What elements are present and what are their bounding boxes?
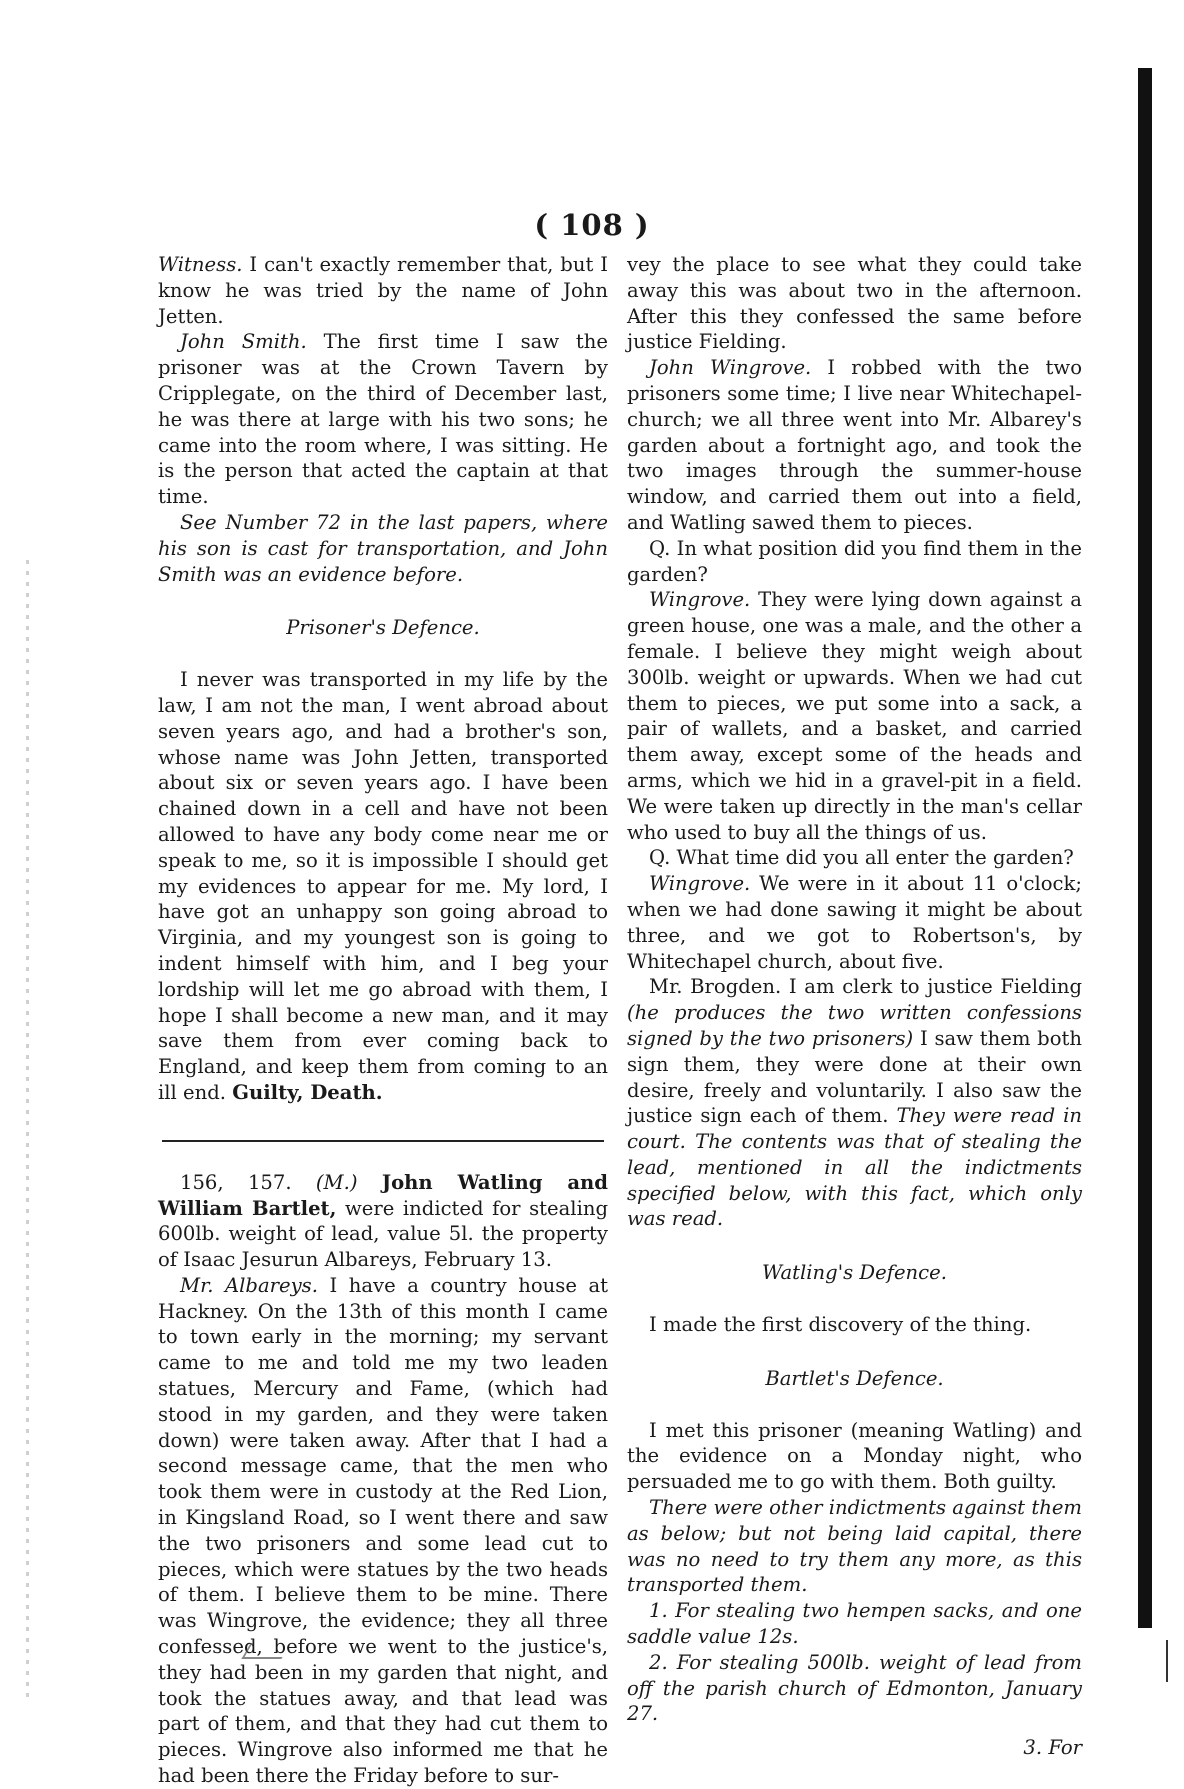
catchword: 3. For xyxy=(1023,1736,1082,1760)
page-number: ( 108 ) xyxy=(534,208,650,242)
question-time: Q. What time did you all enter the garden? xyxy=(649,846,1074,870)
testimony-john-smith: John Smith. The first time I saw the prisoner was at the Crown Tavern by Cripplegate, on the third of December last, he was there at large with his two sons; he came into the room where, I was sitting. He is the person that acted the captain at that time. xyxy=(158,330,609,509)
testimony-wingrove-2: Wingrove. We were in it about 11 o'clock; when we had done sawing it might be about three, and we got to Robertson's, by Whitechapel church, about five. xyxy=(627,872,1082,973)
testimony-witness: Witness. I can't exactly remember that, but I know he was tried by the name of John Jetten. xyxy=(158,253,608,328)
testimony-mr-albareys: Mr. Albareys. I have a country house at Hackney. On the 13th of this month I came to town early in the morning; my servant came to me and told me my two leaden statues, Mercury and Fame, (which had stood in my garden, and they were taken down) were taken away. After that I had a second message came, that the men who took them were in custody at the Red Lion, in Kingsland Road, so I went there and saw the two prisoners and some lead cut to pieces, which were statues by the two heads of them. I believe them to be mine. There was Wingrove, the evidence; they all three confessed, before we went to the justice's, they had been in my garden that night, and took the statues away, and that lead was part of them, and that they had cut them to pieces. Wingrove also informed me that he had been there the Friday before to sur- xyxy=(158,1273,608,1788)
other-indictments-note: There were other indictments against them as below; but not being laid capital, there was no need to try them any more, as this transported them. xyxy=(627,1496,1082,1597)
section-heading-watlings-defence: Watling's Defence. xyxy=(762,1261,947,1285)
section-heading-prisoners-defence: Prisoner's Defence. xyxy=(286,616,480,640)
section-heading-bartlets-defence: Bartlet's Defence. xyxy=(765,1366,944,1390)
binding-edge-bar xyxy=(1138,68,1152,1628)
page-edge-shadow xyxy=(26,560,29,1700)
right-column xyxy=(627,252,1083,1760)
testimony-mr-brogden: Mr. Brogden. I am clerk to justice Fielding (he produces the two written confessions signed by the two prisoners) I saw them both sign them, they were done at their own desire, freely and voluntarily. I also saw the justice sign each of them. They were read in court. The contents was that of stealing the lead, mentioned in all the indictments specified below, with this fact, which only was read. xyxy=(627,975,1083,1231)
left-column xyxy=(158,252,609,1788)
testimony-wingrove-1: Wingrove. They were lying down against a green house, one was a male, and the other a female. I believe they might weigh about 300lb. weight or upwards. When we had cut them to pieces, we put some into a sack, a pair of wallets, and a basket, and carried them away, except some of the heads and arms, which we hid in a gravel-pit in a field. We were taken up directly in the man's cellar who used to buy all the things of us. xyxy=(627,588,1082,844)
watlings-defence-text: I made the first discovery of the thing. xyxy=(649,1313,1032,1337)
bartlets-defence-text: I met this prisoner (meaning Watling) and the evidence on a Monday night, who persuaded me to go with them. Both guilty. xyxy=(627,1418,1082,1494)
prisoners-defence-text: I never was transported in my life by the law, I am not the man, I went abroad about seven years ago, and had a brother's son, whose name was John Jetten, transported about six or seven years ago. I have been chained down in a cell and have not been allowed to have any body come near me or speak to me, so it is impossible I should get my evidences to appear for me. My lord, I have got an unhappy son going abroad to Virginia, and my youngest son is going to indent himself with him, and I beg your lordship will let me go abroad with them, I hope I shall become a new man, and it may save them from ever coming back to England, and keep them from coming to an ill end. Guilty, Death. xyxy=(158,668,608,1104)
testimony-continuation: vey the place to see what they could take away this was about two in the afternoon. After this they confessed the same before justice Fielding. xyxy=(627,253,1082,354)
question-position: Q. In what position did you find them in the garden? xyxy=(627,536,1082,586)
indictment-item-1: 1. For stealing two hempen sacks, and one saddle value 12s. xyxy=(627,1599,1082,1649)
editorial-note: See Number 72 in the last papers, where his son is cast for transportation, and John Smith was an evidence before. xyxy=(158,510,608,586)
case-header: 156, 157. (M.) John Watling and William Bartlet, were indicted for stealing 600lb. weight of lead, value 5l. the property of Isaac Jesurun Albareys, February 13. xyxy=(158,1170,609,1272)
indictment-item-2: 2. For stealing 500lb. weight of lead from off the parish church of Edmonton, January 27. xyxy=(627,1650,1082,1726)
section-divider xyxy=(162,1140,604,1142)
binding-edge-tick xyxy=(1166,1640,1168,1682)
testimony-john-wingrove: John Wingrove. I robbed with the two prisoners some time; I live near Whitechapel-church; we all three went into Mr. Albarey's garden about a fortnight ago, and took the two images through the summer-house window, and carried them out into a field, and Watling sawed them to pieces. xyxy=(627,356,1082,534)
